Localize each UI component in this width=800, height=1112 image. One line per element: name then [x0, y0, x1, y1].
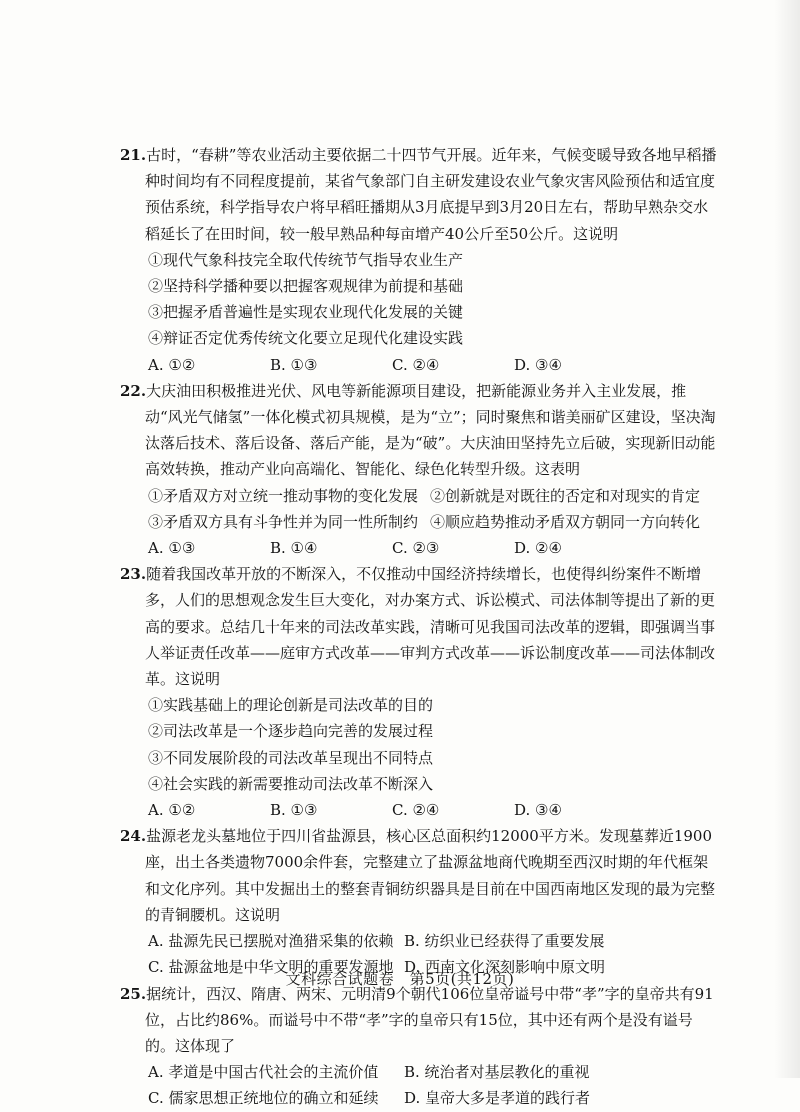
option-d: D. 皇帝大多是孝道的践行者: [404, 1089, 591, 1108]
answer-options-row: [120, 1059, 720, 1085]
option-d: D. ③④: [514, 355, 562, 374]
statement-4: ④社会实践的新需要推动司法改革不断深入: [148, 774, 434, 793]
statement-4: ④辩证否定优秀传统文化要立足现代化建设实践: [148, 329, 464, 348]
question-stem: [120, 561, 720, 692]
option-b: B. ①③: [270, 355, 318, 374]
question-stem: [120, 142, 720, 247]
statement-1: ①矛盾双方对立统一推动事物的变化发展: [148, 486, 419, 505]
question-list: [120, 142, 720, 1112]
question-25: [120, 981, 720, 1112]
option-b: B. ①④: [270, 539, 318, 558]
statement-3: ③把握矛盾普遍性是实现农业现代化发展的关键: [148, 303, 464, 322]
option-c: C. 盐源盆地是中华文明的重要发源地: [148, 958, 394, 977]
answer-options-row: [120, 928, 720, 954]
statement-1: ①实践基础上的理论创新是司法改革的目的: [148, 696, 434, 715]
statement-row: [120, 483, 720, 509]
question-21: [120, 142, 720, 378]
scan-edge-shadow: [774, 0, 800, 1078]
option-a: A. 盐源先民已摆脱对渔猎采集的依赖: [148, 932, 394, 951]
option-c: C. ②④: [392, 355, 440, 374]
question-stem: [120, 981, 720, 1060]
answer-options-row: [120, 1085, 720, 1111]
question-22: [120, 378, 720, 561]
question-text: 古时，“春耕”等农业活动主要依据二十四节气开展。近年来，气候变暖导致各地早稻播种时间均有不同程度提前，某省气象部门自主研发建设农业气象灾害风险预估和适宜度预估系统，科学指导农户将早稻旺播期从3月底提早到3月20日左右，帮助早熟杂交水稻延长了在田时间，较一般早熟品种每亩增产40公斤至50公斤。这说明: [145, 146, 717, 243]
question-text: 大庆油田积极推进光伏、风电等新能源项目建设，把新能源业务并入主业发展，推动“风光气储氢”一体化模式初具规模，是为“立”；同时聚焦和谐美丽矿区建设，坚决淘汰落后技术、落后设备、落后产能，是为“破”。大庆油田坚持先立后破，实现新旧动能高效转换，推动产业向高端化、智能化、绿色化转型升级。这表明: [145, 381, 716, 479]
question-number: 24.: [120, 827, 147, 846]
statement-3: ③矛盾双方具有斗争性并为同一性所制约: [148, 512, 419, 531]
statement-4: ④顺应趋势推动矛盾双方朝同一方向转化: [430, 512, 701, 531]
answer-options: [120, 352, 720, 378]
option-d: D. 西南文化深刻影响中原文明: [404, 958, 606, 977]
answer-options: [120, 535, 720, 561]
statement-3: ③不同发展阶段的司法改革呈现出不同特点: [148, 748, 434, 767]
question-number: 23.: [120, 565, 147, 584]
option-b: B. 统治者对基层教化的重视: [404, 1063, 590, 1082]
question-23: [120, 561, 720, 823]
page-footer: 文科综合试题卷 第5页(共12页): [285, 970, 515, 988]
statement-2: ②坚持科学播种要以把握客观规律为前提和基础: [148, 277, 464, 296]
question-stem: [120, 378, 720, 483]
question-text: 盐源老龙头墓地位于四川省盐源县，核心区总面积约12000平方米。发现墓葬近1900座，出土各类遗物7000余件套，完整建立了盐源盆地商代晚期至西汉时期的年代框架和文化序列。其中发掘出土的整套青铜纺织器具是目前在中国西南地区发现的最为完整的青铜腰机。这说明: [145, 827, 716, 924]
question-text: 随着我国改革开放的不断深入，不仅推动中国经济持续增长，也使得纠纷案件不断增多，人们的思想观念发生巨大变化，对办案方式、诉讼模式、司法体制等提出了新的更高的要求。总结几十年来的司法改革实践，清晰可见我国司法改革的逻辑，即强调当事人举证责任改革——庭审方式改革——审判方式改革——诉讼制度改革——司法体制改革。这说明: [145, 565, 716, 689]
option-c: C. ②④: [392, 801, 440, 820]
statement-row: [120, 509, 720, 535]
option-d: D. ③④: [514, 801, 562, 820]
question-number: 21.: [120, 146, 147, 164]
statement-2: ②创新就是对既往的否定和对现实的肯定: [430, 486, 701, 505]
question-number: 25.: [120, 984, 147, 1003]
question-stem: [120, 823, 720, 928]
option-a: A. ①②: [148, 801, 196, 820]
option-b: B. 纺织业已经获得了重要发展: [404, 932, 605, 951]
option-c: C. ②③: [392, 539, 440, 558]
option-a: A. 孝道是中国古代社会的主流价值: [148, 1063, 379, 1082]
statement-2: ②司法改革是一个逐步趋向完善的发展过程: [148, 722, 434, 741]
question-number: 22.: [120, 381, 147, 400]
question-text: 据统计，西汉、隋唐、两宋、元明清9个朝代106位皇帝谥号中带“孝”字的皇帝共有91位，占比约86%。而谥号中不带“孝”字的皇帝只有15位，其中还有两个是没有谥号的。这体现了: [145, 984, 714, 1055]
option-d: D. ②④: [514, 539, 562, 558]
option-c: C. 儒家思想正统地位的确立和延续: [148, 1089, 379, 1108]
question-24: [120, 823, 720, 980]
option-b: B. ①③: [270, 801, 318, 820]
answer-options: [120, 797, 720, 823]
option-a: A. ①②: [148, 355, 196, 374]
option-a: A. ①③: [148, 539, 196, 558]
statement-1: ①现代气象科技完全取代传统节气指导农业生产: [148, 250, 464, 269]
